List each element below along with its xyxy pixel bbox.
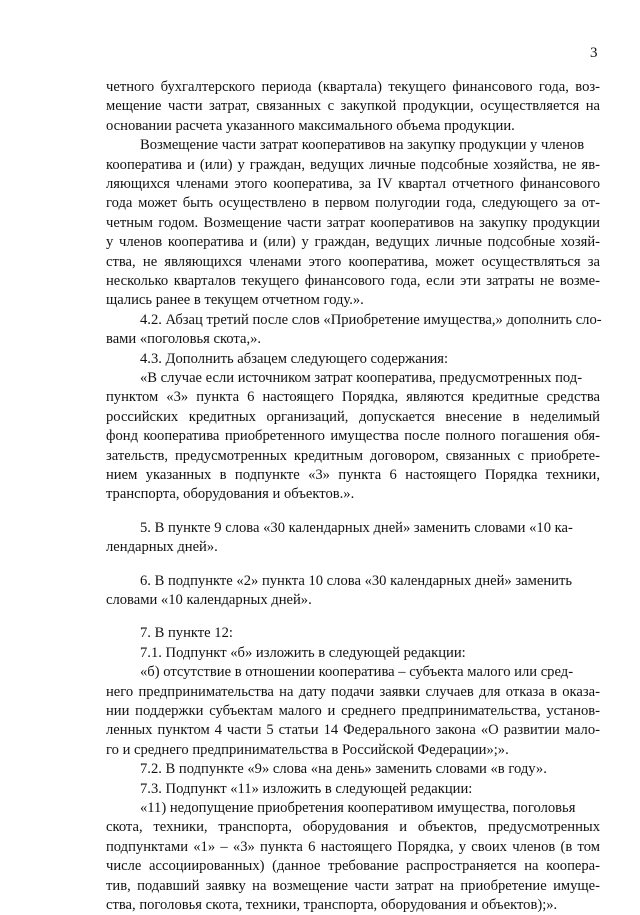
text-line: 7. В пункте 12: <box>140 625 233 642</box>
text-line: 4.2. Абзац третий после слов «Приобретение имущества,» дополнить сло- <box>140 311 602 328</box>
text-line: «б) отсутствие в отношении кооператива – субъекта малого или сред- <box>140 664 574 681</box>
text-line: вами «поголовья скота,». <box>106 331 262 348</box>
text-line: у членов кооператива и (или) у граждан, ведущих личные подсобные хозяй- <box>106 234 600 251</box>
text-line: лендарных дней». <box>106 539 218 556</box>
text-line: Возмещение части затрат кооперативов на закупку продукции у членов <box>140 137 585 154</box>
text-line: числе ассоциированных) (данное требование распространяется на коопера- <box>106 858 600 875</box>
text-line: ства, не являющихся членами этого кооператива, может осуществляться за <box>106 253 600 270</box>
text-line: 7.1. Подпункт «б» изложить в следующей редакции: <box>140 644 466 661</box>
text-line: фонд кооператива приобретенного имущества после полного погашения обя- <box>106 428 600 445</box>
text-line: щались ранее в текущем отчетном году.». <box>106 292 364 309</box>
text-line: несколько кварталов текущего финансового года, если эти затраты не возме- <box>106 273 600 289</box>
text-line: ства, поголовья скота, техники, транспорта, оборудования и объектов);». <box>106 897 558 913</box>
text-line: тив, подавший заявку на возмещение части затрат на приобретение имуще- <box>106 877 600 894</box>
text-line: основании расчета указанного максимального объема продукции. <box>106 117 515 134</box>
text-line: скота, техники, транспорта, оборудования и объектов, предусмотренных <box>106 819 600 836</box>
text-line: словами «10 календарных дней». <box>106 592 312 608</box>
text-line: 7.2. В подпункте «9» слова «на день» заменить словами «в году». <box>140 761 547 778</box>
text-line: российских кредитных организаций, допускается внесение в неделимый <box>106 408 600 425</box>
text-line: зательств, предусмотренных кредитным договором, связанных с приобрете- <box>106 447 600 464</box>
text-line: него предпринимательства на дату подачи заявки случаев для отказа в оказа- <box>106 683 600 700</box>
text-line: нии поддержки субъектам малого и среднего предпринимательства, установ- <box>106 703 600 719</box>
text-line: четного бухгалтерского периода (квартала) текущего финансового года, воз- <box>106 79 600 95</box>
text-line: мещение части затрат, связанных с закупкой продукции, осуществляется на <box>106 98 600 115</box>
text-line: 5. В пункте 9 слова «30 календарных дней» заменить словами «10 ка- <box>140 519 573 536</box>
text-line: го и среднего предпринимательства в Российской Федерации»;». <box>106 741 509 758</box>
text-line: 6. В подпункте «2» пункта 10 слова «30 календарных дней» заменить <box>140 572 572 589</box>
text-line: ленных пунктом 4 части 5 статьи 14 Федерального закона «О развитии мало- <box>106 722 600 739</box>
text-line: кооператива и (или) у граждан, ведущих личные подсобные хозяйства, не яв- <box>106 156 600 173</box>
text-line: пунктом «3» пункта 6 настоящего Порядка, являются кредитные средства <box>106 389 600 406</box>
text-line: года может быть осуществлено в первом полугодии года, следующего за от- <box>106 195 600 212</box>
text-line: «11) недопущение приобретения кооперативом имущества, поголовья <box>140 800 576 816</box>
text-line: нием указанных в подпункте «3» пункта 6 настоящего Порядка техники, <box>106 467 600 483</box>
text-line: транспорта, оборудования и объектов.». <box>106 486 355 503</box>
text-line: «В случае если источником затрат кооператива, предусмотренных под- <box>140 370 583 386</box>
text-line: ляющихся членами этого кооператива, за IV квартал отчетного финансового <box>106 176 600 192</box>
page-number: 3 <box>590 45 598 61</box>
text-line: 4.3. Дополнить абзацем следующего содержания: <box>140 350 449 367</box>
text-line: четным годом. Возмещение части затрат кооперативов на закупку продукции <box>106 214 600 231</box>
text-line: 7.3. Подпункт «11» изложить в следующей редакции: <box>140 780 473 797</box>
text-line: подпунктами «1» – «3» пункта 6 настоящего Порядка, у своих членов (в том <box>106 838 600 855</box>
